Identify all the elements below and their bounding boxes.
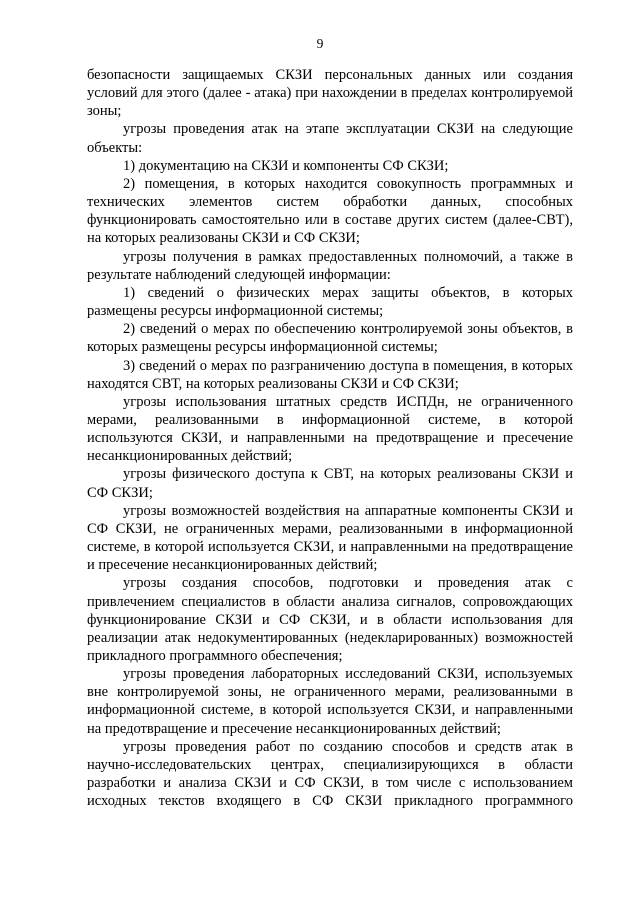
paragraph-threats-hardware-impact: угрозы возможностей воздействия на аппаратные компоненты СКЗИ и СФ СКЗИ, не ограниченных мерами, реализованными в информационной системе, в которой используется СКЗИ, и направленными на предотвращение и пресечение несанкционированных действий;	[87, 502, 573, 574]
paragraph-threats-standard-tools: угрозы использования штатных средств ИСПДн, не ограниченного мерами, реализованными в информационной системе, в которой используются СКЗИ, и направленными на предотвращение и пресечение несанкционированных действий;	[87, 393, 573, 465]
list-item-documentation: 1) документацию на СКЗИ и компоненты СФ СКЗИ;	[123, 157, 449, 174]
list-item-access-control-measures: 3) сведений о мерах по разграничению доступа в помещения, в которых находятся СВТ, на которых реализованы СКЗИ и СФ СКЗИ;	[87, 357, 573, 392]
list-item-physical-measures: 1) сведений о физических мерах защиты объектов, в которых размещены ресурсы информационной системы;	[87, 284, 573, 320]
paragraph-threats-attack-methods: угрозы создания способов, подготовки и проведения атак с привлечением специалистов в области анализа сигналов, сопровождающих функционирование СКЗИ и СФ СКЗИ, и в области использования для реализации атак недокументированных (недекларированных) возможностей прикладного программного обеспечения;	[87, 575, 573, 664]
document-body	[87, 66, 573, 810]
list-item-controlled-zone-measures: 2) сведений о мерах по обеспечению контролируемой зоны объектов, в которых размещены ресурсы информационной системы;	[87, 321, 573, 356]
paragraph-threats-physical-access: угрозы физического доступа к СВТ, на которых реализованы СКЗИ и СФ СКЗИ;	[87, 466, 573, 501]
page-number: 9	[316, 36, 324, 51]
paragraph-continuation: безопасности защищаемых СКЗИ персональных данных или создания условий для этого (далее - атака) при нахождении в пределах контролируемой зоны;	[87, 67, 573, 120]
paragraph-threats-research-centers: угрозы проведения работ по созданию способов и средств атак в научно-исследовательских центрах, специализирующихся в области разработки и анализа СКЗИ и СФ СКЗИ, в том числе с использованием исходных текстов входящего в СФ СКЗИ прикладного программного	[87, 738, 573, 810]
paragraph-threats-information-gathering: угрозы получения в рамках предоставленных полномочий, а также в результате наблюдений следующей информации:	[87, 248, 573, 283]
list-item-premises: 2) помещения, в которых находится совокупность программных и технических элементов систем обработки данных, способных функционировать самостоятельно или в составе других систем (далее-СВТ), на которых реализованы СКЗИ и СФ СКЗИ;	[87, 175, 573, 247]
paragraph-threats-operation-stage: угрозы проведения атак на этапе эксплуатации СКЗИ на следующие объекты:	[87, 121, 573, 156]
paragraph-threats-lab-research: угрозы проведения лабораторных исследований СКЗИ, используемых вне контролируемой зоны, не ограниченного мерами, реализованными в информационной системе, в которой используется СКЗИ, и направленными на предотвращение и пресечение несанкционированных действий;	[87, 666, 573, 737]
